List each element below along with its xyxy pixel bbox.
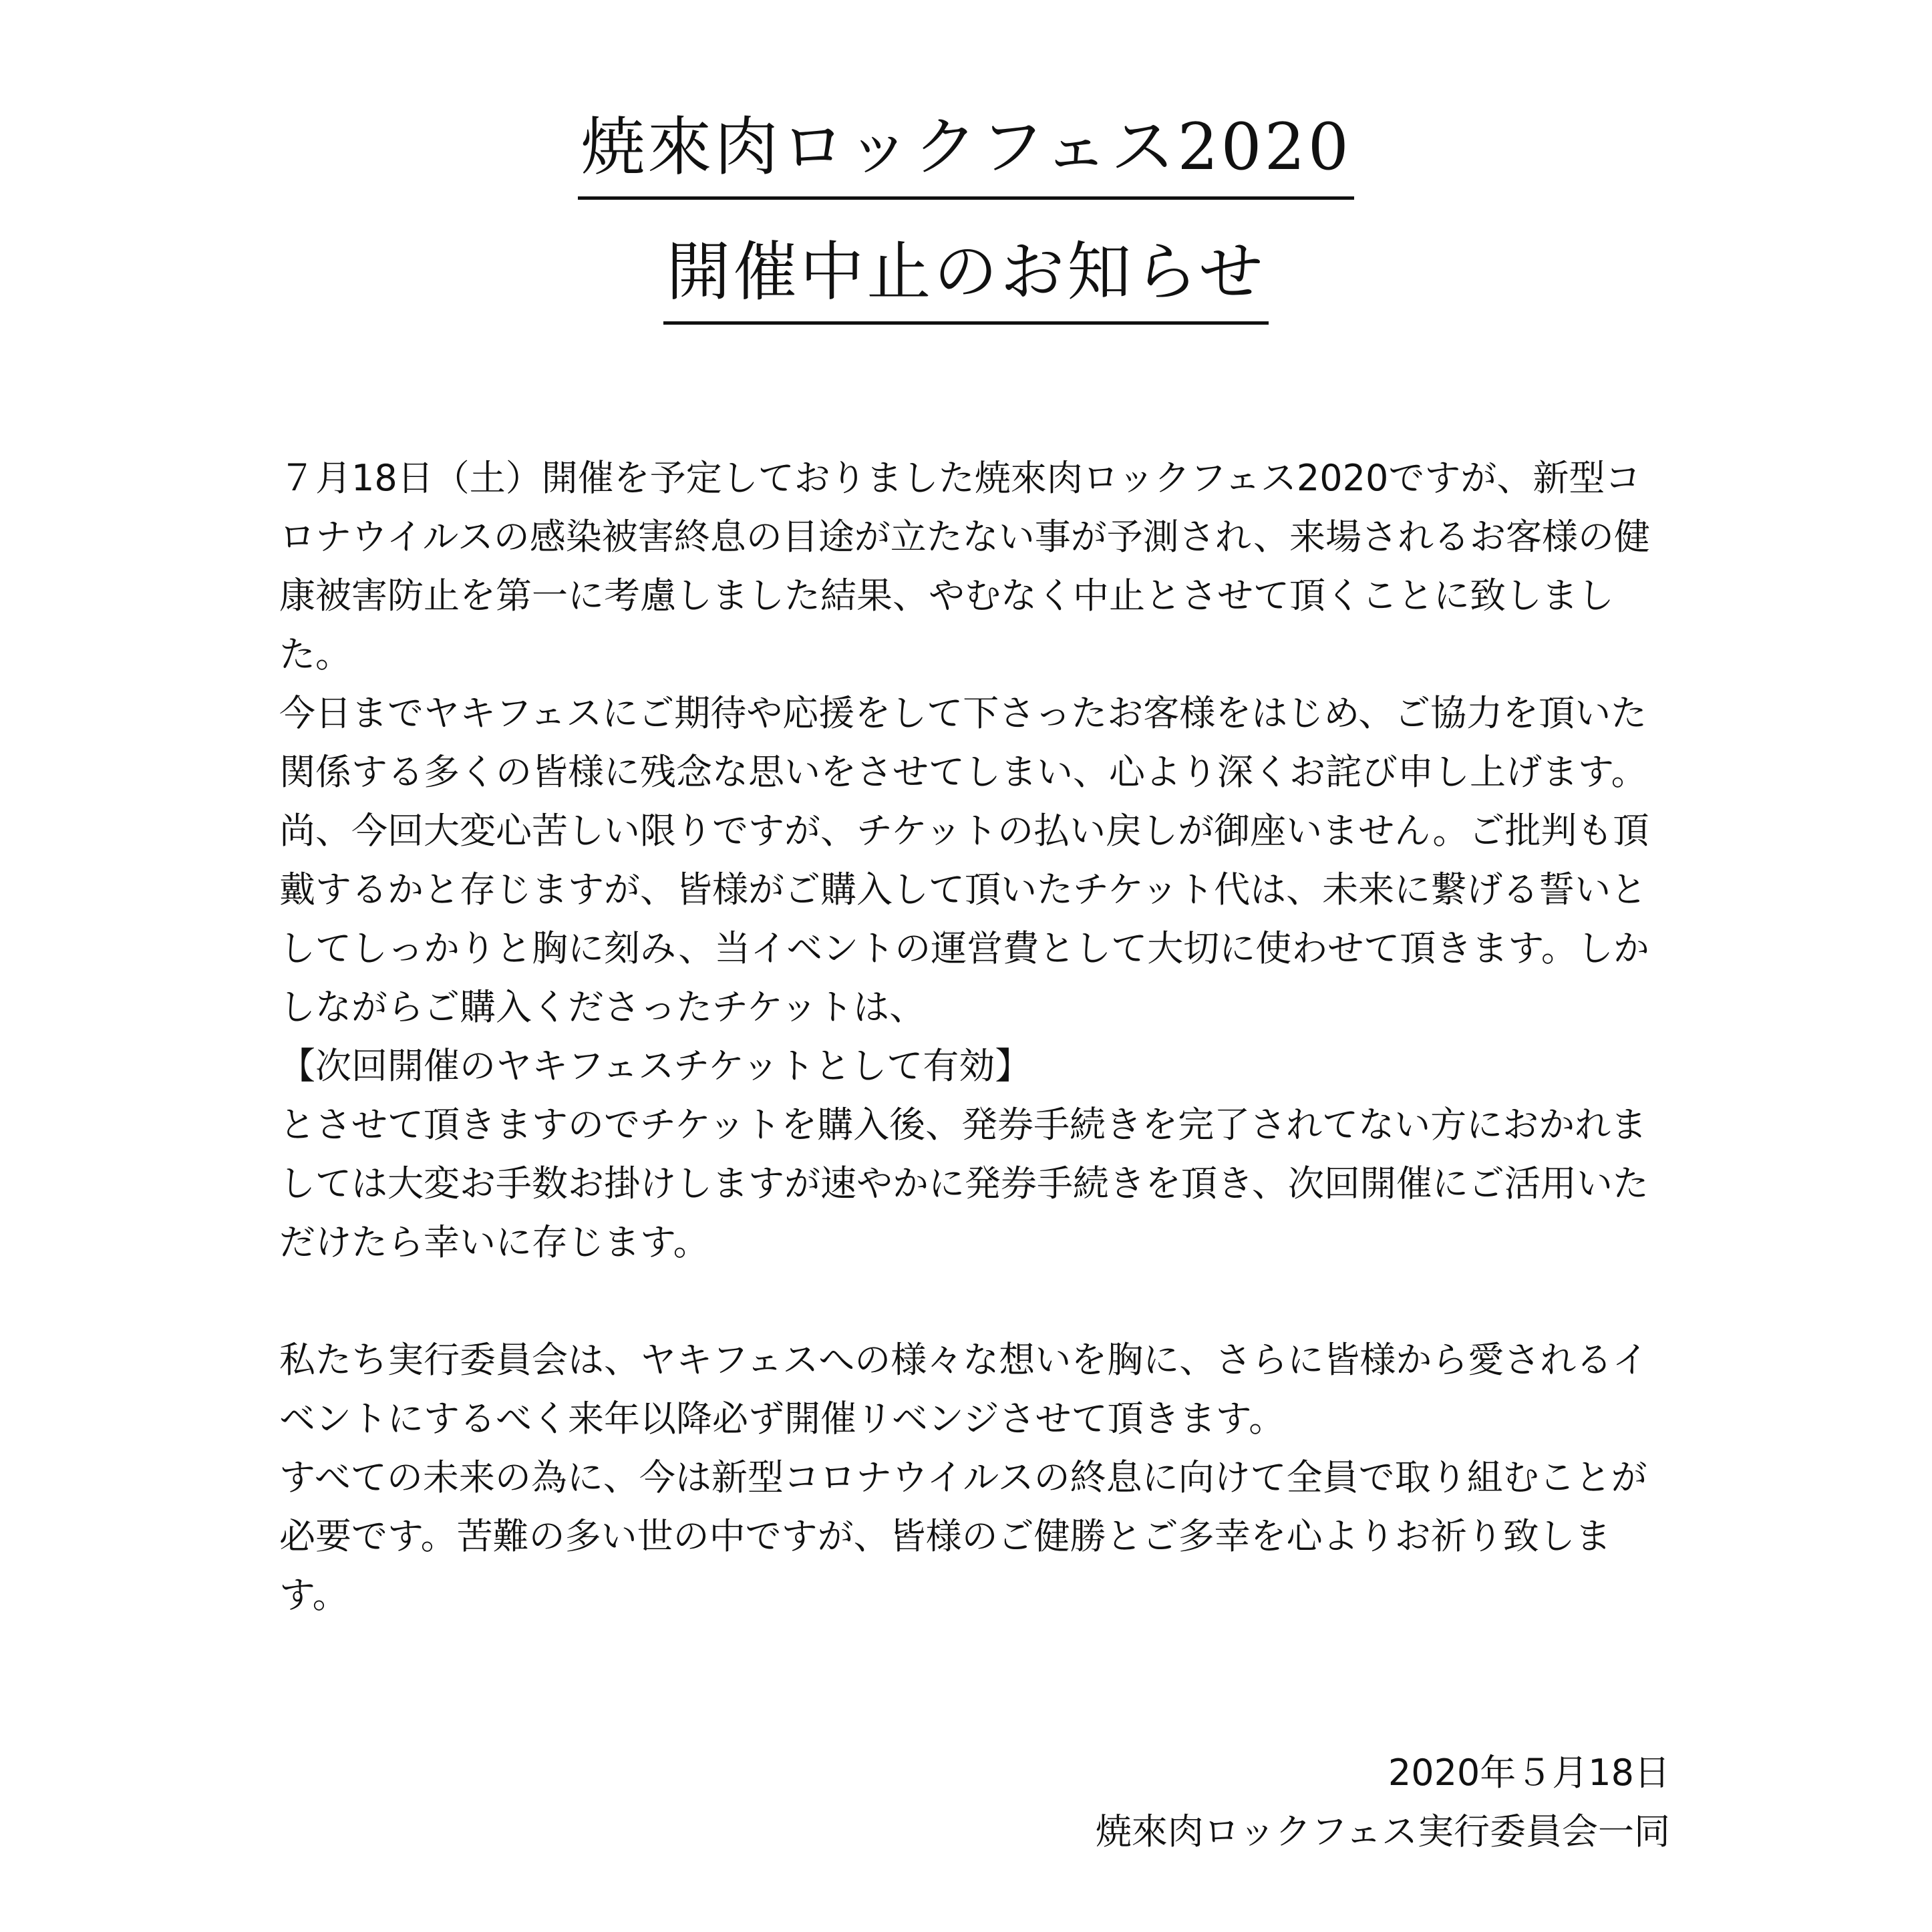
title-line-event: 焼來肉ロックフェス2020 — [578, 107, 1354, 200]
paragraph-refund: 尚、今回大変心苦しい限りですが、チケットの払い戻しが御座いません。ご批判も頂戴するかと存じますが、皆様がご購入して頂いたチケット代は、未来に繋げる誓いとしてしっかりと胸に刻み、当イベントの運営費として大切に使わせて頂きます。しかしながらご購入くださったチケットは、 — [279, 810, 1649, 1028]
paragraph-ticket-instructions: とさせて頂きますのでチケットを購入後、発券手続きを完了されてない方におかれましては大変お手数お掛けしますが速やかに発券手続きを頂き、次回開催にご活用いただけたら幸いに存じます。 — [279, 1104, 1649, 1263]
notice-body — [279, 449, 1669, 1625]
paragraph-closing: すべての未来の為に、今は新型コロナウイルスの終息に向けて全員で取り組むことが必要です。苦難の多い世の中ですが、皆様のご健勝とご多幸を心よりお祈り致します。 — [279, 1456, 1647, 1616]
paragraph-ticket-validity: 【次回開催のヤキフェスチケットとして有効】 — [279, 1045, 1031, 1087]
paragraph-committee: 私たち実行委員会は、ヤキフェスへの様々な想いを胸に、さらに皆様から愛されるイベントにするべく来年以降必ず開催リベンジさせて頂きます。 — [279, 1339, 1649, 1440]
signature-date: 2020年５月18日 — [1388, 1752, 1670, 1794]
paragraph-gap — [279, 1272, 1669, 1331]
signature-organization: 焼來肉ロックフェス実行委員会一同 — [1095, 1810, 1670, 1853]
paragraph-apology: 今日までヤキフェスにご期待や応援をして下さったお客様をはじめ、ご協力を頂いた関係する多くの皆様に残念な思いをさせてしまい、心より深くお詫び申し上げます。 — [279, 692, 1647, 793]
paragraph-cancellation: ７月18日（土）開催を予定しておりました焼來肉ロックフェス2020ですが、新型コロナウイルスの感染被害終息の目途が立たない事が予測され、来場されるお客様の健康被害防止を第一に考慮しました結果、やむなく中止とさせて頂くことに致しました。 — [279, 457, 1650, 675]
title-line-cancellation: 開催中止のお知らせ — [663, 232, 1268, 325]
notice-title — [0, 107, 1932, 325]
signature-block — [1096, 1744, 1670, 1861]
